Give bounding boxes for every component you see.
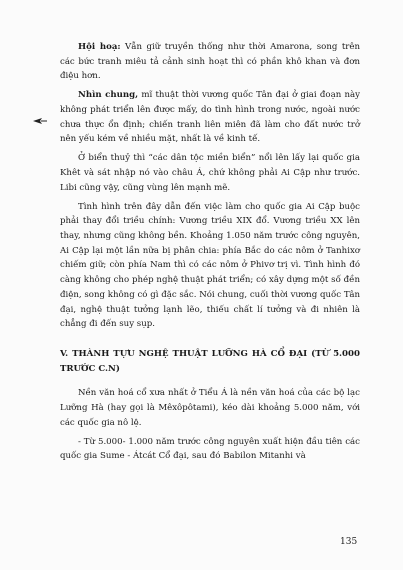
paragraph-text: Vẫn giữ truyền thống như thời Amarona, song trên các bức tranh miêu tả cảnh sinh hoạt thì có phần khô khan và đơn điệu hơn. — [60, 42, 360, 82]
paragraph-luong-ha: Nền văn hoá cổ xưa nhất ở Tiểu Á là nền văn hoá của các bộ lạc Lưỡng Hà (hay gọi là Mêxôpôtami), kéo dài khoảng 5.000 năm, với các quốc gia nô lệ. — [60, 388, 360, 428]
paragraph-sume: - Từ 5.000- 1.000 năm trước công nguyên xuất hiện đầu tiên các quốc gia Sume - Átcát Cổ đại, sau đó Babilon Mitanhi và — [60, 436, 360, 462]
paragraph-lead: Hội hoạ: — [78, 42, 121, 52]
paragraph-tinh-hinh — [60, 200, 360, 332]
margin-mark-icon — [32, 116, 48, 126]
body-text — [60, 40, 360, 468]
paragraph-lead: Nhìn chung, — [78, 90, 139, 101]
paragraph-text: Ở biển thuỷ thì “các dân tộc miền biển” nổi lên lấy lại quốc gia Khêt và sát nhập nó vào châu Á, chứ không phải Ai Cập như trước. Libi cũng vậy, cũng vùng lên mạnh mẽ. — [60, 153, 360, 193]
section-heading: V. THÀNH TỰU NGHỆ THUẬT LƯỠNG HÀ CỔ ĐẠI (TỪ 5.000 TRƯỚC C.N) — [60, 348, 360, 374]
page-number: 135 — [340, 537, 358, 547]
paragraph-nhin-chung — [60, 88, 360, 147]
paragraph-text: mĩ thuật thời vương quốc Tân đại ở giai đoạn này không phát triển lên được mấy, do tình hình trong nước, ngoài nước chưa thực ổn định; chiến tranh liên miên đã làm cho đất nước trở nên yếu kém về nhiều mặt, nhất là về kinh tế. — [60, 90, 360, 145]
paragraph-text: Tình hình trên đây dẫn đến việc làm cho quốc gia Ai Cập buộc phải thay đổi triều chính: Vương triều XIX đổ. Vương triều XX lên thay, nhưng cũng không bền. Khoảng 1.050 năm trước công nguyên, Ai Cập lại một lần nữa bị phân chia: phía Bắc do các nôm ở Tanhixơ chiếm giữ; còn phía Nam thì có các nôm ở Phivơ trị vì. Tình hình đó càng không cho phép nghệ thuật phát triển; có xây dựng một số đền điện, song không có gì đặc sắc. Nói chung, cuối thời vương quốc Tân đại, nghệ thuật tưởng lạnh lẽo, thiếu chất lí tưởng và đi nhiên là chẳng đi đến suy sụp. — [60, 201, 360, 330]
paragraph-hoi-hoa — [60, 40, 360, 84]
paragraph-bien-thuy — [60, 151, 360, 195]
